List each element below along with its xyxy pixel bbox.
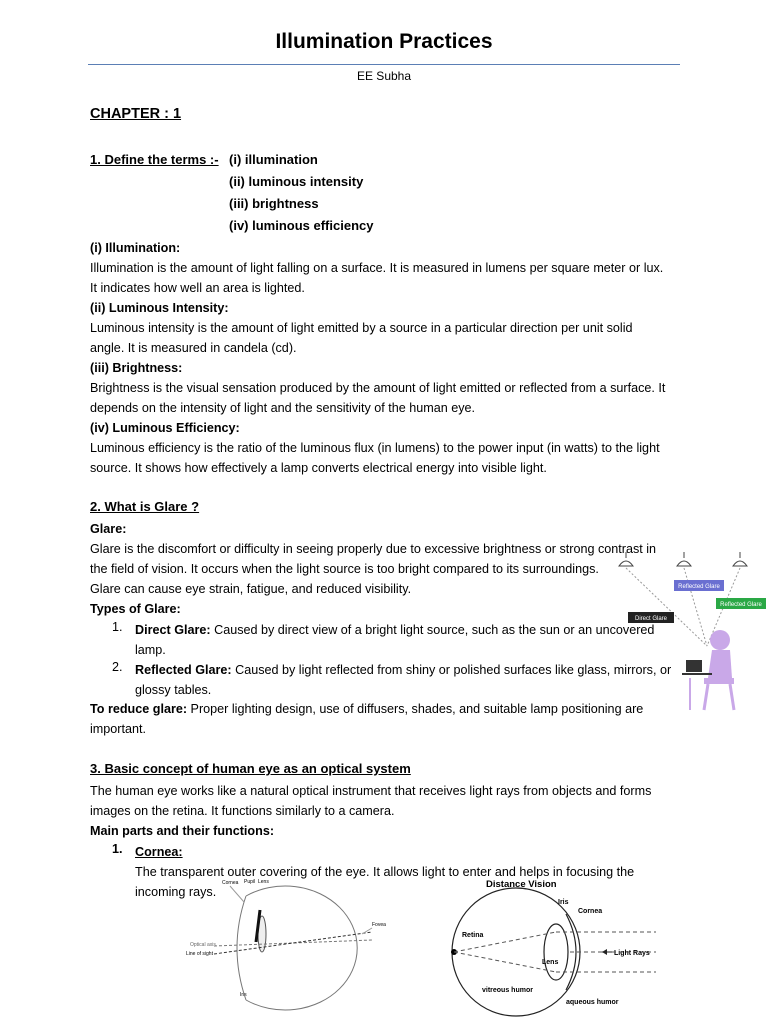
def-line: angle. It is measured in candela (cd). [90,341,297,355]
fovea-label: Fovea [372,922,386,928]
cornea-label: Cornea [222,880,239,886]
retina-label: Retina [462,932,484,939]
glare-illustration [612,548,768,714]
vitreous-humor-label: vitreous humor [482,987,533,994]
term-4: (iv) luminous efficiency [229,218,374,233]
term-2: (ii) luminous intensity [229,174,364,189]
iris-label: Iris [240,992,247,998]
def-label: (ii) Luminous Intensity: [90,301,229,315]
item-text: Caused by light reflected from shiny or polished surfaces like glass, mirrors, or [231,663,672,677]
item-text: The transparent outer covering of the eye. It allows light to enter and helps in focusing the [135,865,635,879]
eyeball-outline [452,888,580,1016]
item-name: Reflected Glare: [135,663,232,677]
chapter-heading: CHAPTER : 1 [90,106,182,122]
lens-label: Lens [542,959,559,966]
eye-diagram-distance-vision [446,876,686,1022]
question-1-heading [90,152,219,167]
eye-diagram-optical-axis [186,876,396,1022]
lamp-icon [733,561,747,566]
def-line: depends on the intensity of light and the sensitivity of the human eye. [90,401,476,415]
question-3-heading: 3. Basic concept of human eye as an optical system [90,761,411,776]
parts-label: Main parts and their functions: [90,824,275,838]
reduce-glare-block [90,699,680,739]
label-leader [362,928,372,934]
item-text: glossy tables. [135,683,212,697]
optical-axis-line [214,940,372,946]
direct-glare-label: Direct Glare [634,616,668,622]
definitions-block [90,238,680,478]
list-number: 2. [112,660,123,674]
title-divider [88,64,680,65]
list-item-reflected-glare [135,660,680,700]
def-label: (i) Illumination: [90,241,181,255]
list-number: 1. [112,620,123,634]
optical-axis-label: Optical axis [190,942,216,948]
aqueous-humor-label: aqueous humor [566,999,619,1006]
list-number: 1. [112,842,123,856]
def-line: Luminous efficiency is the ratio of the luminous flux (in lumens) to the power input (in watts) to the light [90,441,660,455]
reflected-glare-label-2: Reflected Glare [720,602,762,608]
question-2-heading: 2. What is Glare ? [90,499,200,514]
types-label: Types of Glare: [90,602,181,616]
question-1-title: 1. Define the terms :- [90,152,219,167]
reduce-label: To reduce glare: [90,702,188,716]
document-title: Illumination Practices [275,30,493,53]
iris-label: Iris [558,899,569,906]
glare-line: Glare can cause eye strain, fatigue, and reduced visibility. [90,582,412,596]
light-rays-label: Light Rays [614,950,650,957]
term-3: (iii) brightness [229,196,319,211]
lens-label: Lens [258,879,269,885]
distance-vision-title: Distance Vision [486,879,557,890]
item-text: Caused by direct view of a bright light source, such as the sun or an uncovered [210,623,655,637]
def-line: source. It shows how effectively a lamp converts electrical energy into visible light. [90,461,547,475]
glare-line: the field of vision. It occurs when the light source is too bright compared to its surroundings. [90,562,599,576]
list-item-direct-glare [135,620,680,660]
lamp-icon [619,561,633,566]
cornea-label: Cornea [578,908,603,915]
reduce-text: important. [90,722,146,736]
laptop-icon [686,660,702,672]
item-text: incoming rays. [135,885,217,899]
def-line: It indicates how well an area is lighted. [90,281,305,295]
def-label: (iv) Luminous Efficiency: [90,421,240,435]
author-name: EE Subha [356,69,412,83]
label-leader [230,886,244,902]
intro-line: The human eye works like a natural optical instrument that receives light rays from objects and forms [90,784,652,798]
glare-block [90,519,680,619]
reduce-text: Proper lighting design, use of diffusers, shades, and suitable lamp positioning are [187,702,644,716]
item-text: lamp. [135,643,166,657]
eye-intro-block [90,781,680,841]
def-label: (iii) Brightness: [90,361,183,375]
def-line: Brightness is the visual sensation produced by the amount of light emitted or reflected from a surface. It [90,381,666,395]
lamp-icon [677,561,691,566]
item-name: Cornea: [135,845,183,859]
def-line: Illumination is the amount of light falling on a surface. It is measured in lumens per square meter or lux. [90,261,664,275]
arrow-head-icon [602,949,607,955]
item-name: Direct Glare: [135,623,211,637]
cornea-curve [237,896,246,1000]
def-line: Luminous intensity is the amount of light emitted by a source in a particular direction per unit solid [90,321,633,335]
glare-line: Glare is the discomfort or difficulty in seeing properly due to excessive brightness or strong contrast in [90,542,657,556]
light-ray [626,568,707,646]
reflected-glare-label: Reflected Glare [678,584,720,590]
pupil-label: Pupil [244,879,256,885]
line-of-sight-label: Line of sight [186,951,213,957]
glare-label: Glare: [90,522,127,536]
term-1: (i) illumination [229,152,318,167]
intro-line: images on the retina. It functions similarly to a camera. [90,804,395,818]
